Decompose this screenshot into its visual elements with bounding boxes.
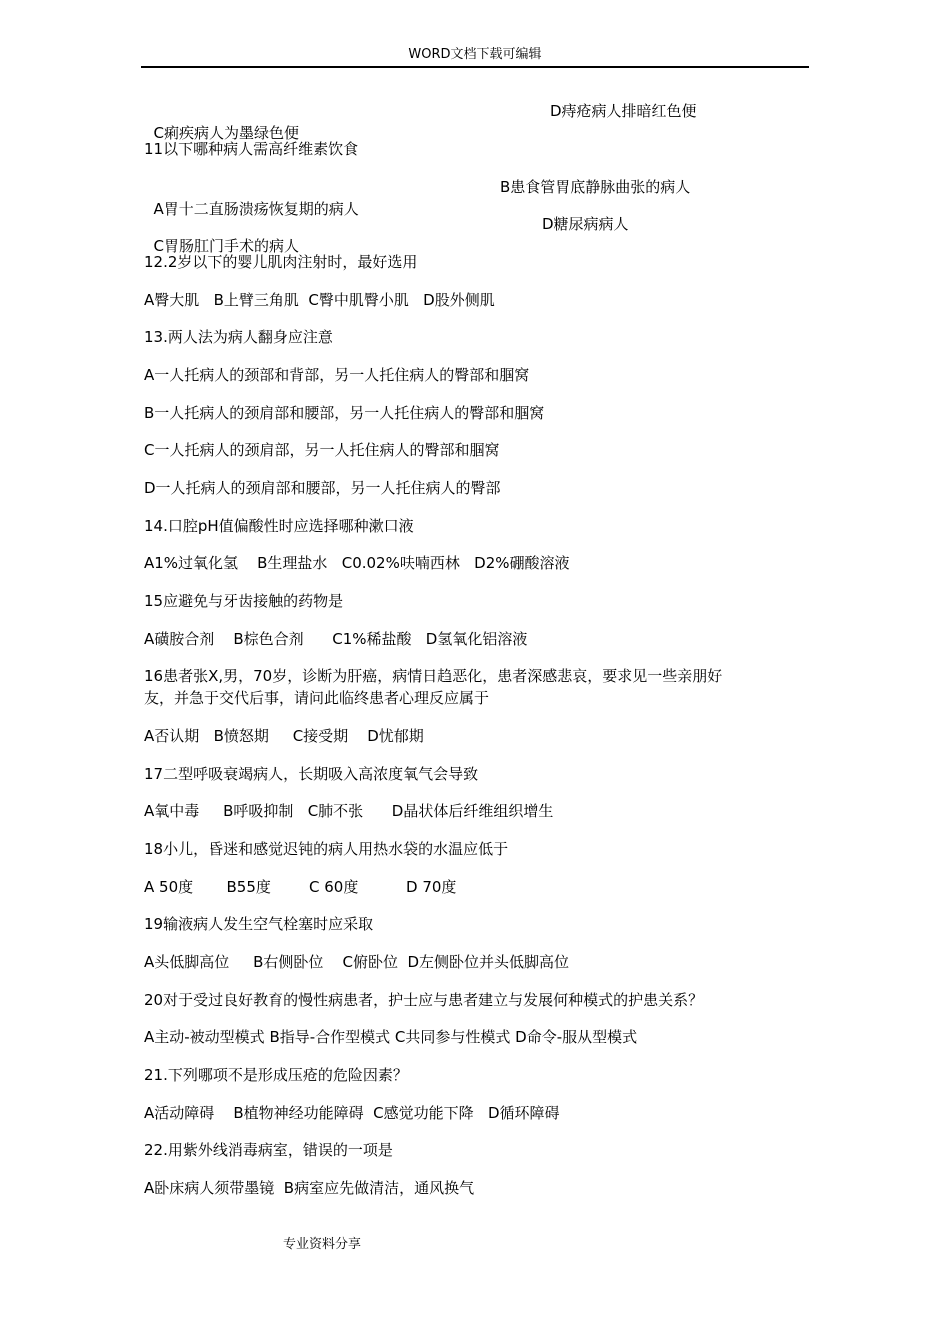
question-17: 17二型呼吸衰竭病人，长期吸入高浓度氧气会导致 xyxy=(144,765,479,783)
options-18: A 50度 B55度 C 60度 D 70度 xyxy=(144,878,457,896)
option-b: B患食管胃底静脉曲张的病人 xyxy=(500,178,691,196)
option-c: C痢疾病人为墨绿色便 xyxy=(153,124,300,142)
question-22: 22.用紫外线消毒病室，错误的一项是 xyxy=(144,1141,393,1159)
option-13-b: B一人托病人的颈肩部和腰部，另一人托住病人的臀部和腘窝 xyxy=(144,404,545,422)
options-12: A臀大肌 B上臂三角肌 C臀中肌臀小肌 D股外侧肌 xyxy=(144,291,495,309)
option-d: D糖尿病病人 xyxy=(542,215,629,233)
options-17: A氧中毒 B呼吸抑制 C肺不张 D晶状体后纤维组织增生 xyxy=(144,802,554,820)
options-21: A活动障碍 B植物神经功能障碍 C感觉功能下降 D循环障碍 xyxy=(144,1104,560,1122)
question-20: 20对于受过良好教育的慢性病患者，护士应与患者建立与发展何种模式的护患关系？ xyxy=(144,991,704,1009)
page-footer: 专业资料分享 xyxy=(283,1237,362,1252)
question-21: 21.下列哪项不是形成压疮的危险因素？ xyxy=(144,1066,408,1084)
options-15: A磺胺合剂 B棕色合剂 C1%稀盐酸 D氢氧化铝溶液 xyxy=(144,630,528,648)
page-header: WORD文档下载可编辑 xyxy=(408,47,542,62)
option-d: D痔疮病人排暗红色便 xyxy=(550,102,697,120)
question-11: 11以下哪种病人需高纤维素饮食 xyxy=(144,140,359,158)
options-14: A1%过氧化氢 B生理盐水 C0.02%呋喃西林 D2%硼酸溶液 xyxy=(144,554,570,572)
options-16: A否认期 B愤怒期 C接受期 D忧郁期 xyxy=(144,727,424,745)
question-19: 19输液病人发生空气栓塞时应采取 xyxy=(144,915,374,933)
header-rule xyxy=(141,66,809,68)
question-16-line-1: 16患者张X,男，70岁，诊断为肝癌，病情日趋恶化，患者深感悲哀，要求见一些亲朋好 xyxy=(144,667,723,685)
options-20: A主动-被动型模式 B指导-合作型模式 C共同参与性模式 D命令-服从型模式 xyxy=(144,1028,638,1046)
option-c: C胃肠肛门手术的病人 xyxy=(153,237,300,255)
question-12: 12.2岁以下的婴儿肌肉注射时，最好选用 xyxy=(144,253,418,271)
question-14: 14.口腔pH值偏酸性时应选择哪种漱口液 xyxy=(144,517,414,535)
option-13-d: D一人托病人的颈肩部和腰部，另一人托住病人的臀部 xyxy=(144,479,501,497)
question-15: 15应避免与牙齿接触的药物是 xyxy=(144,592,344,610)
question-18: 18小儿，昏迷和感觉迟钝的病人用热水袋的水温应低于 xyxy=(144,840,509,858)
options-22: A卧床病人须带墨镜 B病室应先做清洁，通风换气 xyxy=(144,1179,475,1197)
question-16-line-2: 友，并急于交代后事，请问此临终患者心理反应属于 xyxy=(144,689,490,707)
option-13-c: C一人托病人的颈肩部，另一人托住病人的臀部和腘窝 xyxy=(144,441,500,459)
option-a: A胃十二直肠溃疡恢复期的病人 xyxy=(153,200,359,218)
question-13: 13.两人法为病人翻身应注意 xyxy=(144,328,333,346)
options-19: A头低脚高位 B右侧卧位 C俯卧位 D左侧卧位并头低脚高位 xyxy=(144,953,570,971)
option-13-a: A一人托病人的颈部和背部，另一人托住病人的臀部和腘窝 xyxy=(144,366,530,384)
